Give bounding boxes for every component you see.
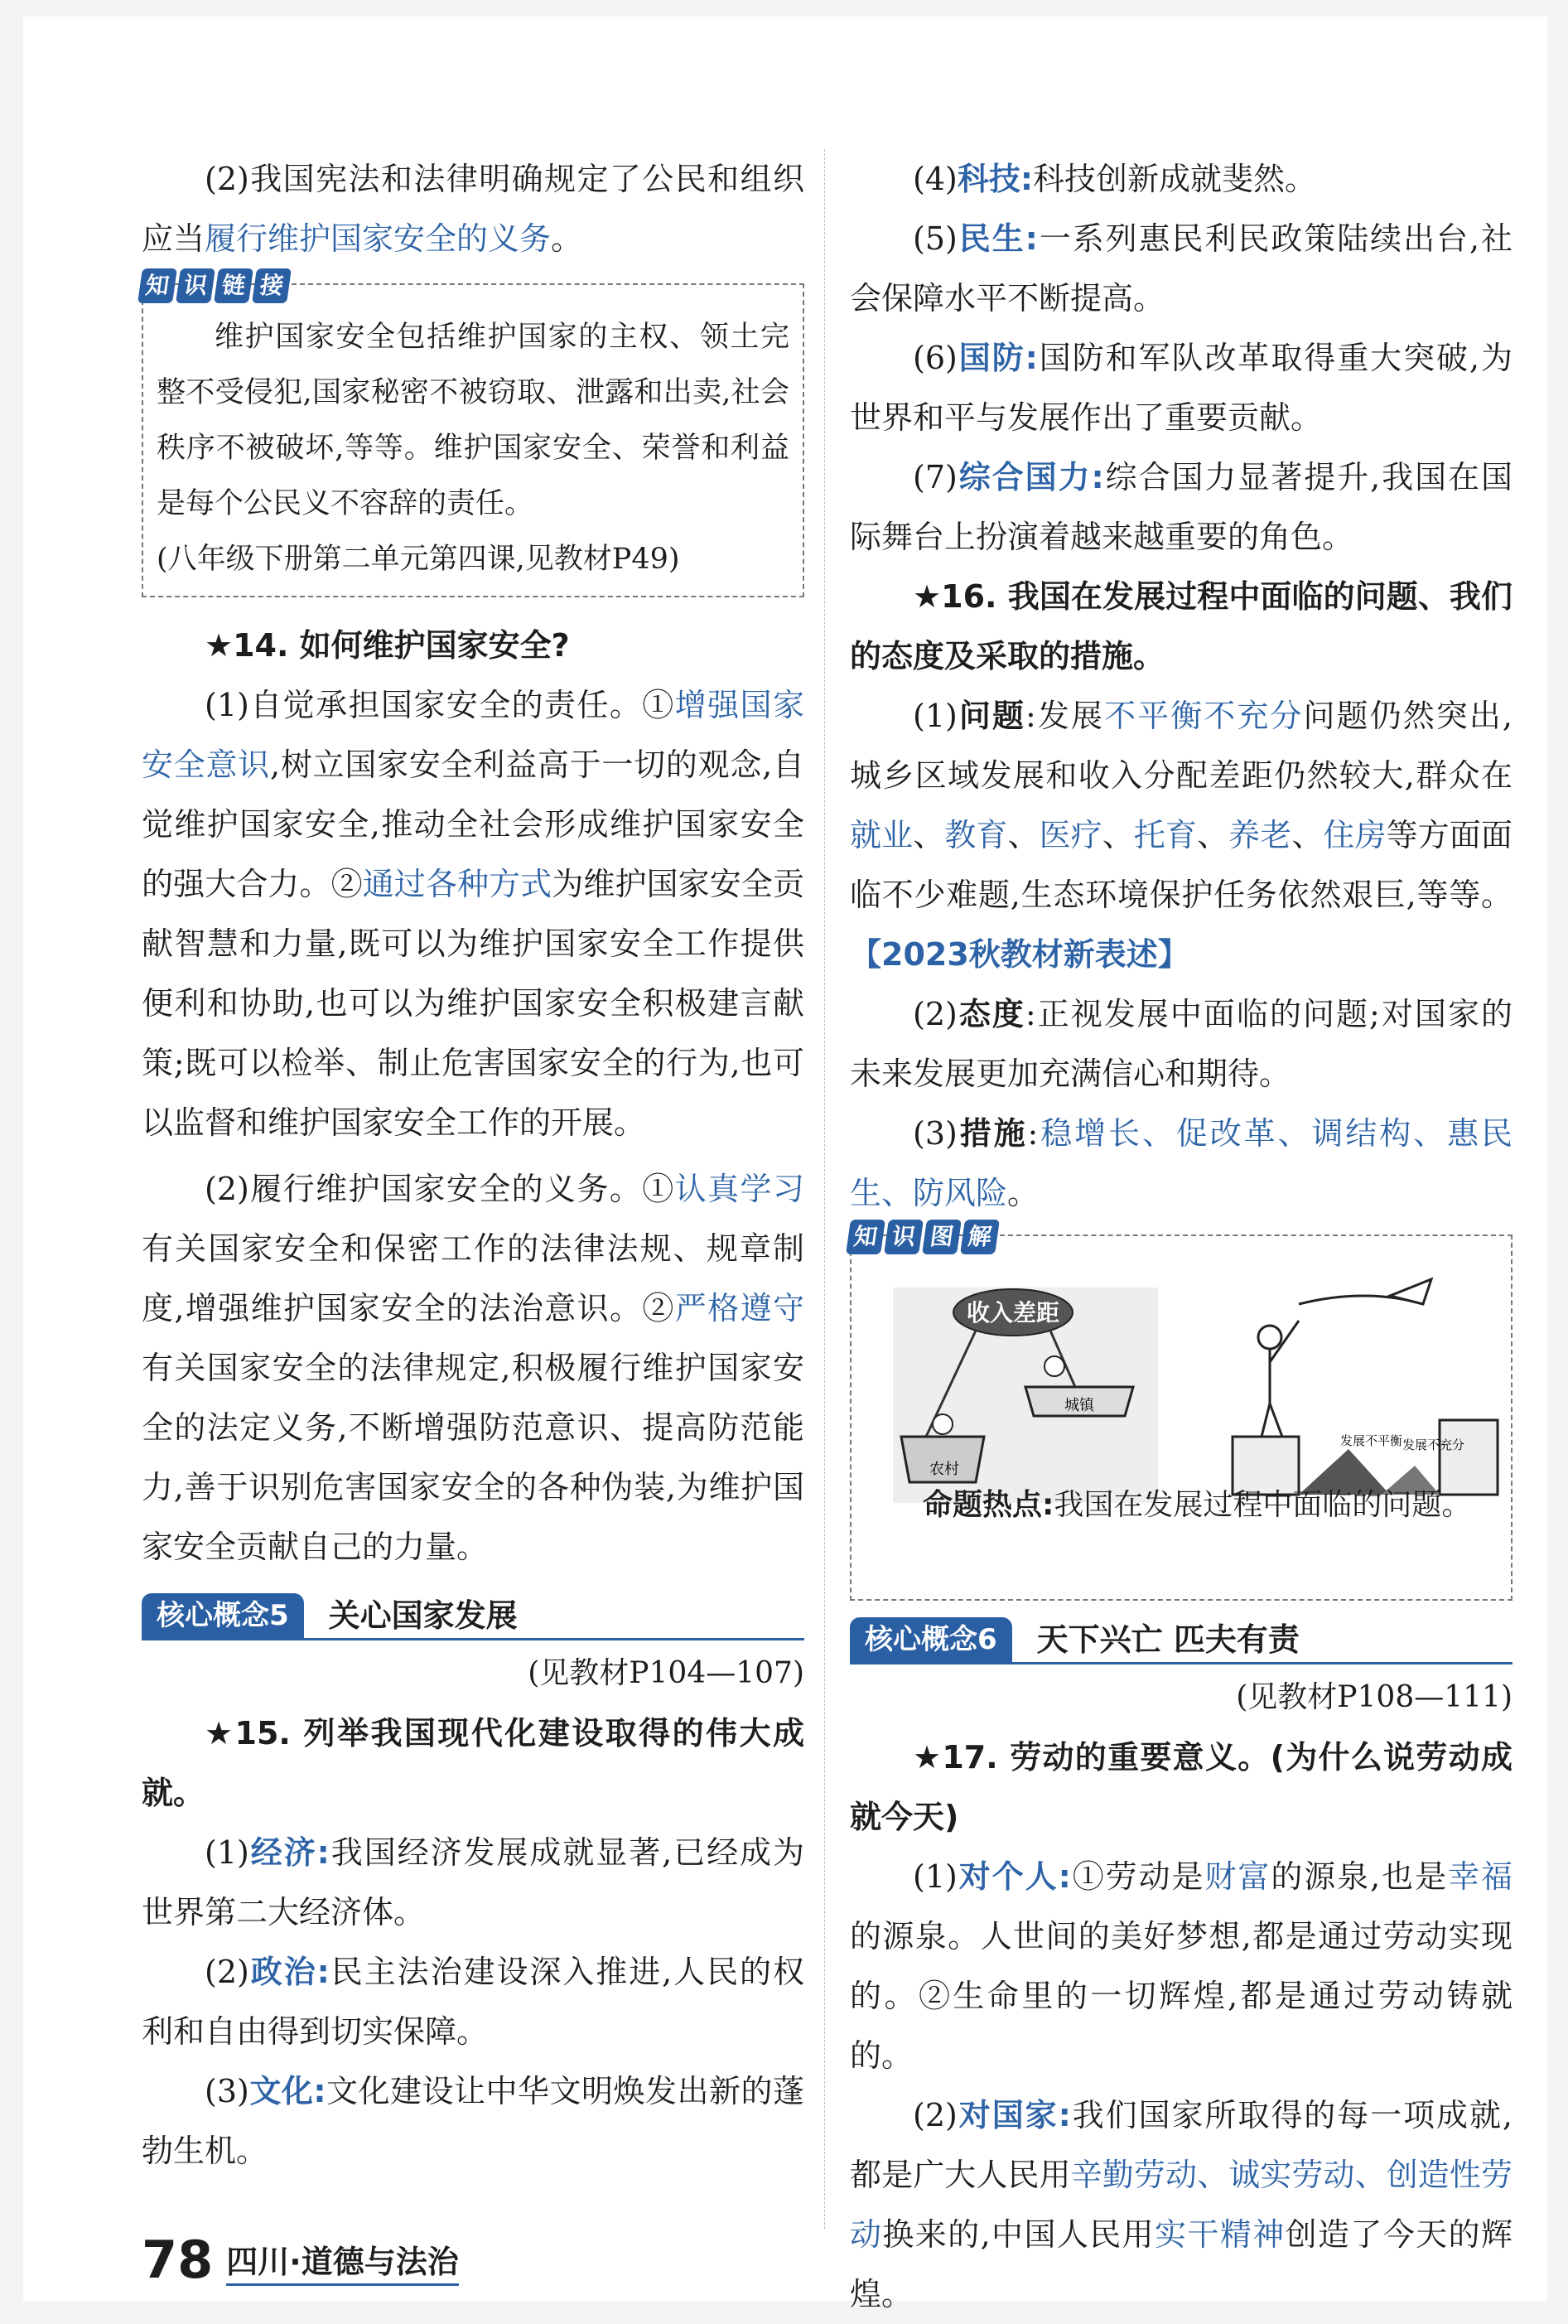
question-14-answer-2 bbox=[142, 1159, 804, 1577]
person-leg bbox=[1270, 1404, 1282, 1437]
unbalanced-label: 发展不平衡 bbox=[1340, 1433, 1403, 1448]
tag-char: 知 bbox=[846, 1220, 885, 1254]
knowledge-link-reference: (八年级下册第二单元第四课,见教材P49) bbox=[157, 543, 680, 576]
keyword: 对国家: bbox=[957, 2097, 1071, 2133]
rural-label: 农村 bbox=[929, 1461, 959, 1478]
question-16-problems bbox=[850, 686, 1513, 984]
highlight-text: 通过各种方式 bbox=[362, 866, 552, 902]
text: (1)自觉承担国家安全的责任。① bbox=[205, 687, 675, 723]
question-15-title: ★15. 列举我国现代化建设取得的伟大成就。 bbox=[142, 1715, 804, 1811]
text: 一系列惠民利民政策陆续出台,社会保障水平不断提高。 bbox=[850, 220, 1513, 316]
person-leg bbox=[1262, 1404, 1270, 1437]
keyword: 政治: bbox=[248, 1954, 330, 1990]
text: (7) bbox=[913, 459, 958, 495]
highlight-text: 辛勤劳动、诚实劳动、创造性劳动 bbox=[850, 2157, 1513, 2253]
tag-char: 图 bbox=[922, 1220, 962, 1254]
right-column bbox=[850, 149, 1513, 2324]
achievement-item bbox=[142, 2061, 804, 2181]
left-column bbox=[142, 149, 804, 2181]
achievement-item bbox=[850, 209, 1513, 328]
text: 民主法治建设深入推进,人民的权利和自由得到切实保障。 bbox=[142, 1954, 804, 2050]
text: 。 bbox=[551, 220, 583, 257]
text: (2)履行维护国家安全的义务。① bbox=[205, 1171, 675, 1207]
diagram-caption bbox=[863, 1478, 1501, 1533]
achievement-item bbox=[850, 149, 1513, 209]
text: (1) bbox=[913, 1858, 958, 1895]
highlight-text: 严格遵守 bbox=[674, 1290, 804, 1326]
city-person bbox=[1045, 1356, 1064, 1376]
text: (2) bbox=[913, 2097, 958, 2133]
highlight-text: 就业 bbox=[850, 817, 914, 853]
core-concept-6-badge: 核心概念6 bbox=[850, 1617, 1012, 1662]
achievement-item bbox=[142, 1823, 804, 1942]
highlight-text: 教育 bbox=[944, 817, 1008, 853]
text: 科技创新成就斐然。 bbox=[1033, 161, 1317, 197]
achievement-item bbox=[850, 328, 1513, 447]
text: 的源泉,也是 bbox=[1271, 1858, 1449, 1895]
caption-keyword: 命题热点: bbox=[923, 1488, 1054, 1522]
tag-char: 识 bbox=[884, 1220, 924, 1254]
keyword: 科技: bbox=[957, 161, 1034, 197]
book-title: 四川·道德与法治 bbox=[226, 2242, 458, 2286]
knowledge-link-box bbox=[142, 272, 804, 597]
highlight-text: 养老 bbox=[1228, 817, 1292, 853]
core-concept-6-title: 天下兴亡 匹夫有责 bbox=[1036, 1621, 1300, 1658]
urban-label: 城镇 bbox=[1064, 1397, 1094, 1414]
keyword: 国防: bbox=[957, 340, 1038, 376]
text: (3) bbox=[205, 2073, 249, 2109]
new-textbook-note: 【2023秋教材新表述】 bbox=[850, 936, 1189, 973]
keyword: 文化: bbox=[248, 2073, 326, 2109]
highlight-text: 增强国家安全意识 bbox=[142, 687, 804, 783]
keyword: 问题 bbox=[957, 698, 1026, 734]
keyword: 经济: bbox=[248, 1834, 330, 1871]
highlight-text: 认真学习 bbox=[674, 1171, 804, 1207]
insufficient-label: 发展不充分 bbox=[1402, 1437, 1465, 1452]
tag-char: 解 bbox=[960, 1220, 1000, 1254]
text: :发展 bbox=[1025, 698, 1105, 734]
text: (6) bbox=[913, 340, 958, 376]
text: : bbox=[1027, 1115, 1039, 1152]
achievement-item bbox=[850, 447, 1513, 567]
text: 创造了今天的辉煌。 bbox=[850, 2216, 1513, 2312]
highlight-text: 稳增长、促改革、调结构、惠民生、防风险 bbox=[850, 1115, 1513, 1211]
question-14-answer-1 bbox=[142, 675, 804, 1152]
text: 国防和军队改革取得重大突破,为世界和平与发展作出了重要贡献。 bbox=[850, 340, 1513, 436]
core-concept-5-badge: 核心概念5 bbox=[142, 1593, 304, 1638]
text: 的源泉。人世间的美好梦想,都是通过劳动实现的。②生命里的一切辉煌,都是通过劳动铸就的。 bbox=[850, 1918, 1513, 2074]
page bbox=[23, 17, 1547, 2312]
text: 为维护国家安全贡献智慧和力量,既可以为维护国家安全工作提供便利和协助,也可以为维护国家安全积极建言献策;既可以检举、制止危害国家安全的行为,也可以监督和维护国家安全工作的开展。 bbox=[142, 866, 804, 1141]
core-concept-6-reference: (见教材P108—111) bbox=[1236, 1680, 1513, 1714]
keyword: 对个人: bbox=[957, 1858, 1071, 1895]
highlight-text: 幸福 bbox=[1448, 1858, 1513, 1895]
rural-person bbox=[933, 1414, 953, 1434]
text: 等方面面临不少难题,生态环境保护任务依然艰巨,等等。 bbox=[850, 817, 1513, 913]
core-concept-5-header bbox=[142, 1588, 804, 1640]
text: (5) bbox=[913, 220, 958, 257]
highlight-text: 履行维护国家安全的义务 bbox=[205, 220, 552, 257]
income-gap-label: 收入差距 bbox=[966, 1299, 1060, 1326]
tag-char: 链 bbox=[214, 268, 253, 303]
text: 。 bbox=[1007, 1175, 1040, 1211]
arrow-head bbox=[1390, 1279, 1431, 1304]
caption-text: 我国在发展过程中面临的问题。 bbox=[1054, 1488, 1472, 1522]
income-gap-cartoon bbox=[893, 1288, 1158, 1503]
core-concept-5-reference: (见教材P104—107) bbox=[528, 1656, 804, 1690]
development-problem-cartoon bbox=[1233, 1279, 1498, 1495]
text: (1) bbox=[205, 1834, 249, 1871]
keyword: 综合国力: bbox=[957, 459, 1104, 495]
question-17-national bbox=[850, 2085, 1513, 2324]
text: 我国经济发展成就显著,已经成为世界第二大经济体。 bbox=[142, 1834, 804, 1930]
highlight-text: 住房 bbox=[1323, 817, 1387, 853]
tag-char: 接 bbox=[252, 268, 292, 303]
question-16-measures bbox=[850, 1104, 1513, 1223]
question-16-title: ★16. 我国在发展过程中面临的问题、我们的态度及采取的措施。 bbox=[850, 578, 1513, 674]
achievement-item bbox=[142, 1942, 804, 2061]
text: 问题仍然突出,城乡区域发展和收入分配差距仍然较大,群众在 bbox=[850, 698, 1513, 794]
text: :正视发展中面临的问题;对国家的未来发展更加充满信心和期待。 bbox=[850, 996, 1513, 1092]
text: (2) bbox=[913, 996, 958, 1032]
question-14-title: ★14. 如何维护国家安全? bbox=[205, 627, 570, 664]
text: (3) bbox=[913, 1115, 958, 1152]
highlight-text: 实干精神 bbox=[1155, 2216, 1286, 2253]
text: 换来的,中国人民用 bbox=[882, 2216, 1155, 2253]
text: 、 bbox=[913, 817, 945, 853]
text: (2)我国宪法和法律明确规定了公民和组织应当 bbox=[142, 161, 804, 257]
highlight-text: 不平衡不充分 bbox=[1104, 698, 1304, 734]
question-16-attitude bbox=[850, 984, 1513, 1104]
text: (1) bbox=[913, 698, 958, 734]
highlight-text: 财富 bbox=[1204, 1858, 1271, 1895]
keyword: 态度 bbox=[957, 996, 1025, 1032]
text: 有关国家安全和保密工作的法律法规、规章制度,增强维护国家安全的法治意识。② bbox=[142, 1230, 804, 1326]
text: (4) bbox=[913, 161, 958, 197]
knowledge-diagram-tag bbox=[848, 1220, 997, 1254]
text: 文化建设让中华文明焕发出新的蓬勃生机。 bbox=[142, 2073, 804, 2169]
text: 、 bbox=[1197, 817, 1229, 853]
text: (2) bbox=[205, 1954, 249, 1990]
keyword: 措施 bbox=[957, 1115, 1028, 1152]
core-concept-6-header bbox=[850, 1612, 1513, 1664]
tag-char: 识 bbox=[176, 268, 215, 303]
highlight-text: 托育 bbox=[1133, 817, 1198, 853]
knowledge-diagram-box bbox=[850, 1223, 1513, 1601]
text: 我们国家所取得的每一项成就,都是广大人民用 bbox=[850, 2097, 1513, 2193]
balancing-person bbox=[1258, 1326, 1281, 1349]
text: 、 bbox=[1007, 817, 1040, 853]
highlight-text: 医疗 bbox=[1039, 817, 1102, 853]
text: ,树立国家安全利益高于一切的观念,自觉维护国家安全,推动全社会形成维护国家安全的强大合力。② bbox=[142, 746, 804, 902]
text: 、 bbox=[1102, 817, 1134, 853]
knowledge-link-text: 维护国家安全包括维护国家的主权、领土完整不受侵犯,国家秘密不被窃取、泄露和出卖,社会秩序不被破坏,等等。维护国家安全、荣誉和利益是每个公民义不容辞的责任。 bbox=[157, 321, 789, 520]
page-number: 78 bbox=[142, 2230, 214, 2290]
keyword: 民生: bbox=[957, 220, 1038, 257]
text: 有关国家安全的法律规定,积极履行维护国家安全的法定义务,不断增强防范意识、提高防范能力,善于识别危害国家安全的各种伪装,为维护国家安全贡献自己的力量。 bbox=[142, 1350, 804, 1565]
knowledge-link-tag bbox=[140, 268, 289, 303]
column-divider bbox=[824, 149, 825, 2229]
core-concept-5-title: 关心国家发展 bbox=[328, 1597, 518, 1634]
page-footer bbox=[142, 2230, 459, 2290]
tag-char: 知 bbox=[138, 268, 177, 303]
text: 、 bbox=[1291, 817, 1324, 853]
constitution-duty-paragraph bbox=[142, 149, 804, 268]
text: 综合国力显著提升,我国在国际舞台上扮演着越来越重要的角色。 bbox=[850, 459, 1513, 555]
question-17-personal bbox=[850, 1847, 1513, 2085]
question-17-title: ★17. 劳动的重要意义。(为什么说劳动成就今天) bbox=[850, 1739, 1513, 1835]
text: ①劳动是 bbox=[1070, 1858, 1205, 1895]
